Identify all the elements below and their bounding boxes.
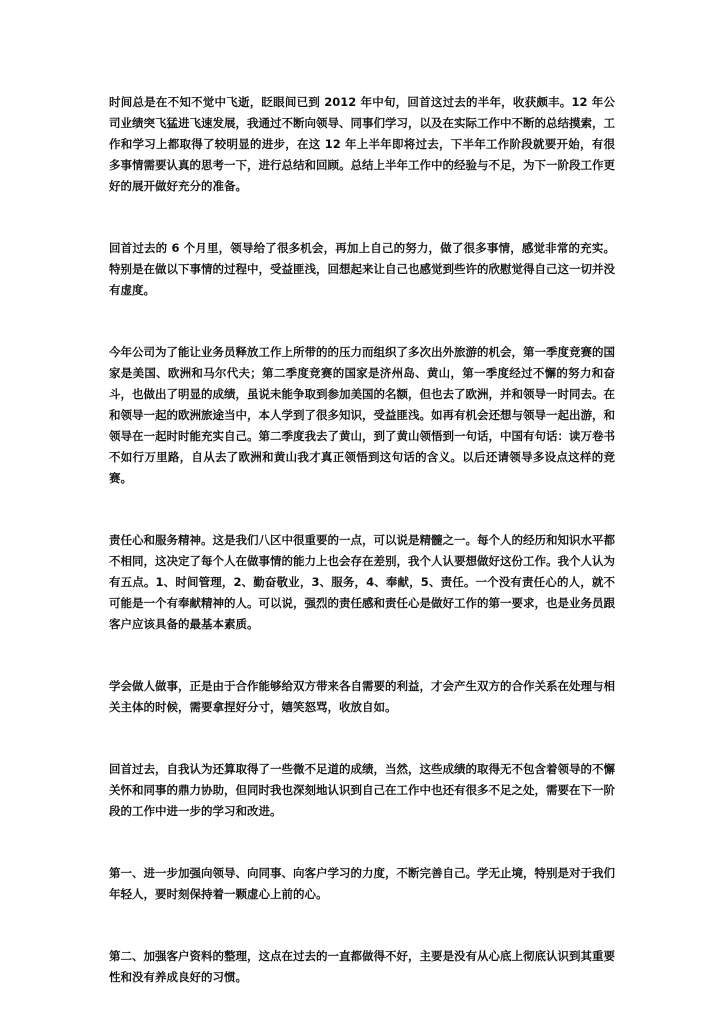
paragraph-review: 回首过去，自我认为还算取得了一些微不足道的成绩，当然，这些成绩的取得无不包含着领导的不懈关怀和同事的鼎力协助，但同时我也深刻地认识到自己在工作中也还有很多不足之处，需要在下一阶段的工作中进一步的学习和改进。 (109, 762, 615, 818)
paragraph-responsibility: 责任心和服务精神。这是我们八区中很重要的一点，可以说是精髓之一。每个人的经历和知识水平都不相同，这决定了每个人在做事情的能力上也会存在差别，我个人认要想做好这份工作。我个人认为有五点。1、时间管理，2、勤奋敬业，3、服务，4、奉献，5、责任。一个没有责任心的人，就不可能是一个有奉献精神的人。可以说，强烈的责任感和责任心是做好工作的第一要求，也是业务员跟客户应该具备的最基本素质。 (109, 533, 615, 631)
document-body (109, 92, 615, 988)
paragraph-point-two: 第二、加强客户资料的整理，这点在过去的一直都做得不好，主要是没有从心底上彻底认识到其重要性和没有养成良好的习惯。 (109, 949, 615, 984)
paragraph-point-one: 第一、进一步加强向领导、向同事、向客户学习的力度，不断完善自己。学无止境，特别是对于我们年轻人，要时刻保持着一颗虚心上前的心。 (109, 866, 615, 901)
paragraph-intro: 时间总是在不知不觉中飞逝，眨眼间已到 2012 年中旬，回首这过去的半年，收获颇丰。12 年公司业绩突飞猛进飞速发展，我通过不断向领导、同事们学习，以及在实际工作中不断的总结摸索，工作和学习上都取得了较明显的进步，在这 12 年上半年即将过去，下半年工作阶段就要开始，有很多事情需要认真的思考一下，进行总结和回顾。总结上半年工作中的经验与不足，为下一阶段工作更好的展开做好充分的准备。 (109, 95, 615, 193)
paragraph-cooperation: 学会做人做事，正是由于合作能够给双方带来各自需要的利益，才会产生双方的合作关系在处理与相关主体的时候，需要拿捏好分寸，嬉笑怒骂，收放自如。 (109, 679, 615, 714)
paragraph-six-months: 回首过去的 6 个月里，领导给了很多机会，再加上自己的努力，做了很多事情，感觉非常的充实。特别是在做以下事情的过程中，受益匪浅，回想起来让自己也感觉到些许的欣慰觉得自己这一切并没有虚度。 (109, 241, 615, 297)
paragraph-travel-competition: 今年公司为了能让业务员释放工作上所带的的压力而组织了多次出外旅游的机会，第一季度竞赛的国家是美国、欧洲和马尔代夫；第二季度竞赛的国家是济州岛、黄山，第一季度经过不懈的努力和奋斗，也做出了明显的成绩，虽说未能争取到参加美国的名额，但也去了欧洲，并和领导一时同去。在和领导一起的欧洲旅途当中，本人学到了很多知识，受益匪浅。如再有机会还想与领导一起出游，和领导在一起时时能充实自己。第二季度我去了黄山，到了黄山领悟到一句话，中国有句话：读万卷书不如行万里路，自从去了欧洲和黄山我才真正领悟到这句话的含义。以后还请领导多设点这样的竞赛。 (109, 345, 615, 485)
